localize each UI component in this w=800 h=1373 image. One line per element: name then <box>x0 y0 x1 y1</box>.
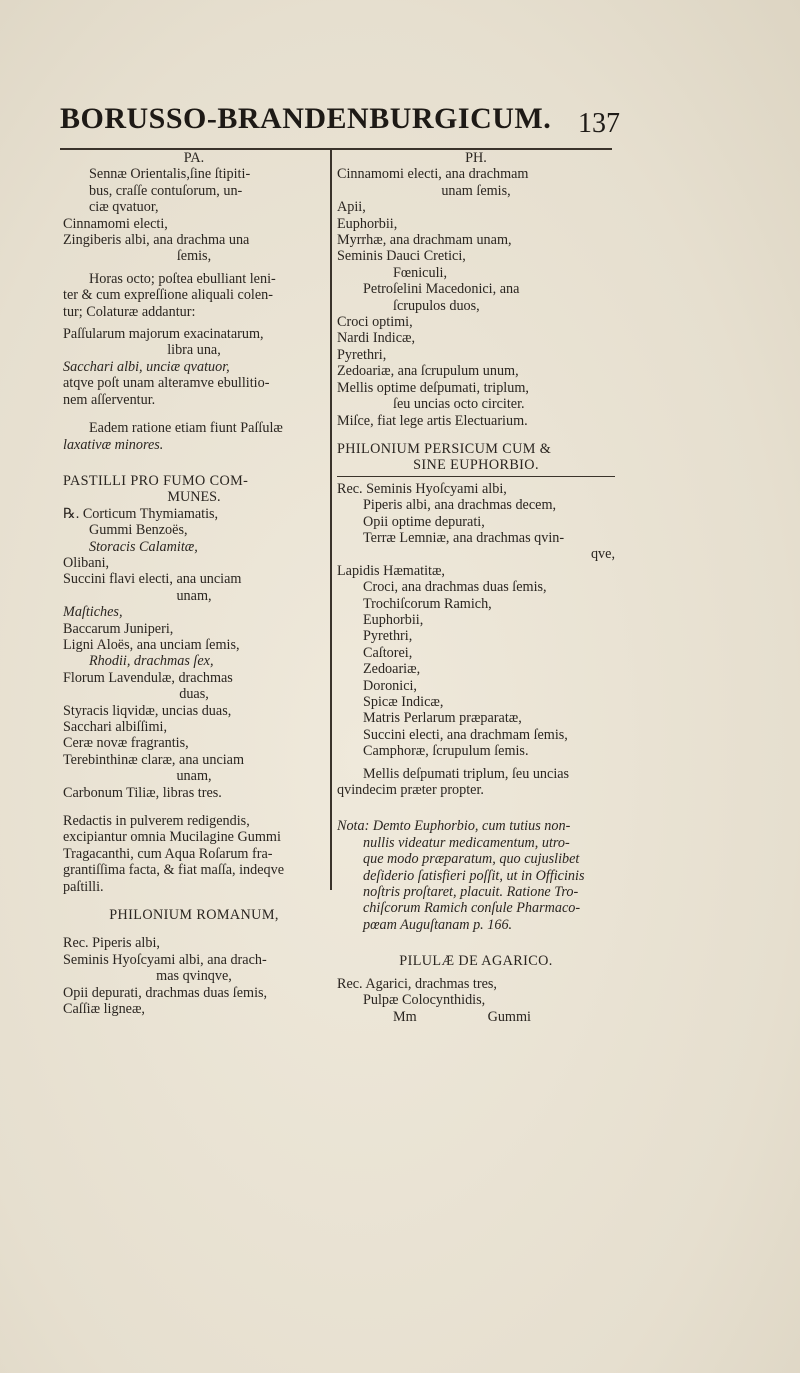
text-line: Zedoariæ, <box>363 661 421 678</box>
text-line: Sacchari albi, unciæ qvatuor, <box>63 358 230 375</box>
text-line: tur; Colaturæ addantur: <box>63 303 196 320</box>
text-line: ter & cum expreſſione aliquali colen- <box>63 287 273 304</box>
text-line: libra una, <box>167 342 221 359</box>
text-line: Trochiſcorum Ramich, <box>363 595 492 612</box>
text-line: Rec. Seminis Hyoſcyami albi, <box>337 480 507 497</box>
text-line: Succini flavi electi, ana unciam <box>63 571 242 588</box>
text-line: Caſtorei, <box>363 644 413 661</box>
text-line: qvindecim præter propter. <box>337 782 484 799</box>
text-line: PA. <box>183 150 205 166</box>
text-line: Petroſelini Macedonici, ana <box>363 281 520 298</box>
text-line <box>337 933 615 953</box>
text-line: Gummi Benzoës, <box>89 522 188 539</box>
text-line: Succini electi, ana drachmam ſemis, <box>363 726 568 743</box>
text-line: MUNES. <box>167 489 221 506</box>
text-line: Baccarum Juniperi, <box>63 620 174 637</box>
text-line: laxativæ minores. <box>63 436 164 453</box>
text-line: Terræ Lemniæ, ana drachmas qvin- <box>363 529 565 546</box>
text-line: Pyrethri, <box>337 346 387 363</box>
text-line: PHILONIUM ROMANUM, <box>109 907 279 924</box>
text-line: Olibani, <box>63 554 110 571</box>
text-line: Zedoariæ, ana ſcrupulum unum, <box>337 363 519 380</box>
text-line: ſcrupulos duos, <box>393 297 480 314</box>
text-line: Matris Perlarum præparatæ, <box>363 710 522 727</box>
text-line: noſtris proſtaret, placuit. Ratione Tro- <box>363 884 579 901</box>
text-line: unam, <box>176 587 212 604</box>
text-line: Pulpæ Colocynthidis, <box>363 992 486 1009</box>
text-line: unam, <box>176 768 212 785</box>
text-line: mas qvinqve, <box>156 968 232 985</box>
text-line: Eadem ratione etiam fiunt Paſſulæ <box>89 420 283 437</box>
text-line: Tragacanthi, cum Aqua Roſarum fra- <box>63 845 273 862</box>
text-line: Cinnamomi electi, <box>63 215 168 232</box>
text-line: Mellis optime deſpumati, triplum, <box>337 379 529 396</box>
text-line: Ligni Aloës, ana unciam ſemis, <box>63 636 240 653</box>
text-line: bus, craſſe contuſorum, un- <box>89 182 243 199</box>
text-line: Lapidis Hæmatitæ, <box>337 562 445 579</box>
text-line: Zingiberis albi, ana drachma una <box>63 232 250 249</box>
running-header <box>60 102 620 146</box>
text-line: Rhodii, drachmas ſex, <box>89 653 214 670</box>
right-column <box>337 150 615 1025</box>
text-line <box>63 453 325 473</box>
text-line: Seminis Hyoſcyami albi, ana drach- <box>63 951 267 968</box>
text-line: Miſce, fiat lege artis Electuarium. <box>337 412 528 429</box>
text-line: paſtilli. <box>63 878 104 895</box>
section-rule <box>337 476 615 477</box>
text-line: PHILONIUM PERSICUM CUM & <box>337 440 552 457</box>
text-line: Pyrethri, <box>363 628 413 645</box>
text-line: Rec. Agarici, drachmas tres, <box>337 975 497 992</box>
page-number: 137 <box>578 108 620 139</box>
text-line: pœam Auguſtanam p. 166. <box>363 916 513 933</box>
text-line: SINE EUPHORBIO. <box>413 457 539 474</box>
text-line <box>63 895 325 907</box>
text-line: Seminis Dauci Cretici, <box>337 248 466 265</box>
text-line <box>337 429 615 441</box>
text-line: unam ſemis, <box>441 182 511 199</box>
text-line: Fœniculi, <box>393 264 447 281</box>
text-line <box>63 408 325 420</box>
page-title: BORUSSO-BRANDENBURGICUM. <box>60 102 552 135</box>
text-line: que modo præparatum, quo cujuslibet <box>363 851 580 868</box>
text-line: ciæ qvatuor, <box>89 199 159 216</box>
text-line: chiſcorum Ramich conſule Pharmaco- <box>363 900 581 917</box>
text-line: qve, <box>590 546 615 563</box>
text-line: Ceræ novæ fragrantis, <box>63 735 189 752</box>
text-line: Florum Lavendulæ, drachmas <box>63 669 233 686</box>
text-line: ℞. Corticum Thymiamatis, <box>63 505 219 522</box>
text-line: Euphorbii, <box>363 611 424 628</box>
text-line: grantiſſima facta, & fiat maſſa, indeqve <box>63 862 285 879</box>
text-line: ſeu uncias octo circiter. <box>393 396 525 413</box>
text-line: Croci optimi, <box>337 314 413 331</box>
text-line: duas, <box>179 686 209 703</box>
text-line: Carbonum Tiliæ, libras tres. <box>63 784 222 801</box>
text-line: Sacchari albiſſimi, <box>63 719 168 735</box>
text-line: Rec. Piperis albi, <box>63 935 160 952</box>
text-line: Redactis in pulverem redigendis, <box>63 813 250 830</box>
left-column <box>63 150 325 1018</box>
text-line: Camphoræ, ſcrupulum ſemis. <box>363 743 529 760</box>
text-line: Opii depurati, drachmas duas ſemis, <box>63 984 268 1001</box>
text-line: Nardi Indicæ, <box>337 330 416 347</box>
text-line <box>337 798 615 818</box>
text-line: Storacis Calamitæ, <box>89 538 198 555</box>
text-line: Apii, <box>337 199 366 216</box>
text-line: Mm Gummi <box>393 1008 531 1025</box>
text-line: Sennæ Orientalis,ſine ſtipiti- <box>89 166 251 183</box>
text-line: PILULÆ DE AGARICO. <box>399 953 553 970</box>
text-line: Paſſularum majorum exacinatarum, <box>63 326 264 343</box>
text-line: Piperis albi, ana drachmas decem, <box>363 497 557 514</box>
text-line: Euphorbii, <box>337 215 398 232</box>
column-divider <box>330 150 332 890</box>
text-line: atqve poſt unam alteramve ebullitio- <box>63 375 270 392</box>
text-line: Opii optime depurati, <box>363 513 485 530</box>
text-line: Terebinthinæ claræ, ana unciam <box>63 751 245 768</box>
text-line: excipiantur omnia Mucilagine Gummi <box>63 829 281 846</box>
text-line: Croci, ana drachmas duas ſemis, <box>363 579 547 596</box>
text-line: Styracis liqvidæ, uncias duas, <box>63 702 232 719</box>
text-line: Doronici, <box>363 677 417 694</box>
text-line: nullis videatur medicamentum, utro- <box>363 834 570 851</box>
text-line: PASTILLI PRO FUMO COM- <box>63 472 249 489</box>
text-line: Nota: Demto Euphorbio, cum tutius non- <box>337 818 571 835</box>
text-line: deſiderio ſatisfieri poſſit, ut in Officinis <box>363 867 585 884</box>
text-line: nem aſſerventur. <box>63 391 156 408</box>
text-line: Maſtiches, <box>63 604 123 621</box>
text-line: Myrrhæ, ana drachmam unam, <box>337 232 512 249</box>
text-line: ſemis, <box>176 248 212 265</box>
text-line <box>63 801 325 813</box>
text-line: Spicæ Indicæ, <box>363 694 444 710</box>
text-line: Horas octo; poſtea ebulliant leni- <box>89 270 276 287</box>
text-line <box>63 923 325 935</box>
text-line: Caſſiæ ligneæ, <box>63 1001 145 1018</box>
text-line: Cinnamomi electi, ana drachmam <box>337 166 529 183</box>
text-line: PH. <box>465 150 487 166</box>
text-line: Mellis deſpumati triplum, ſeu uncias <box>363 765 570 782</box>
